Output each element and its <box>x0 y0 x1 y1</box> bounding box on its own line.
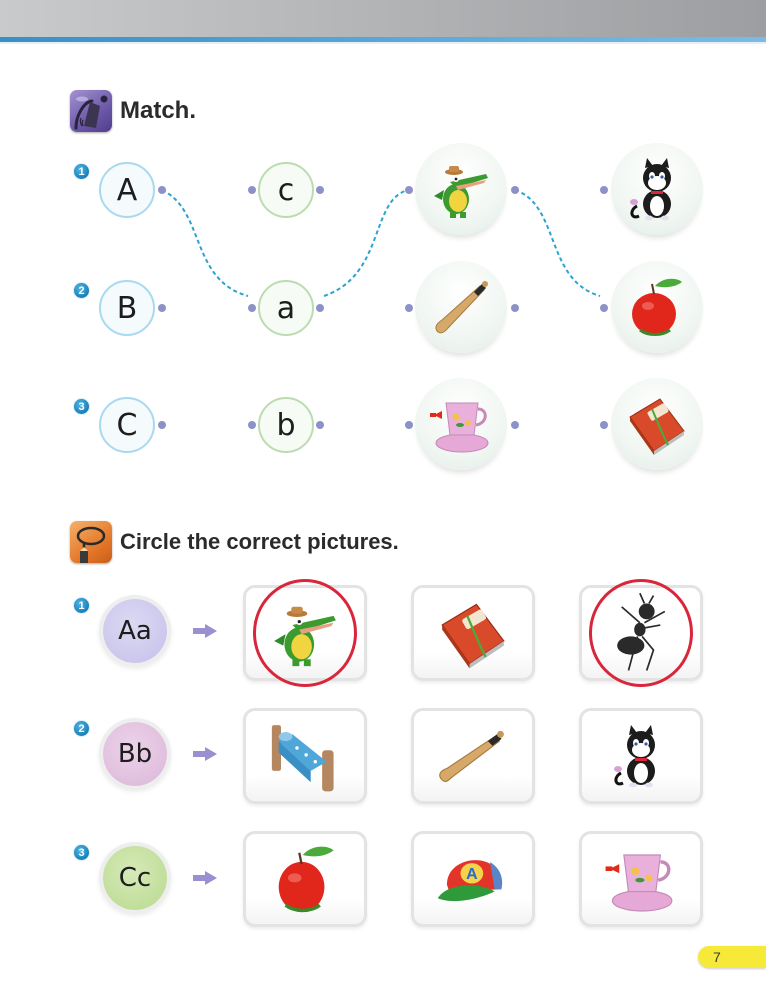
circled-mark <box>589 579 693 687</box>
match-dot[interactable] <box>600 186 608 194</box>
circle-section-title: Circle the correct pictures. <box>120 529 399 554</box>
capital-letter-circle[interactable]: B <box>99 280 155 336</box>
match-dot[interactable] <box>248 304 256 312</box>
letter-pair-circle: Cc <box>103 846 167 910</box>
match-dot[interactable] <box>248 421 256 429</box>
cat-icon <box>609 716 673 796</box>
picture-card-book[interactable] <box>411 585 535 681</box>
lowercase-letter-circle[interactable]: c <box>258 162 314 218</box>
row-number-badge: 2 <box>73 282 90 299</box>
bed-icon <box>265 716 345 796</box>
match-dot[interactable] <box>511 421 519 429</box>
arrow-right-icon <box>193 624 217 638</box>
picture-card-baseball-bat[interactable] <box>411 708 535 804</box>
match-dot[interactable] <box>248 186 256 194</box>
lowercase-letter-circle[interactable]: b <box>258 397 314 453</box>
pencil-circle-icon <box>70 521 112 563</box>
capital-letter-circle[interactable]: A <box>99 162 155 218</box>
baseball-bat-icon <box>433 716 513 796</box>
cat-picture[interactable] <box>611 143 703 235</box>
arrow-right-icon <box>193 747 217 761</box>
match-dot[interactable] <box>316 304 324 312</box>
teacup-picture[interactable] <box>415 378 507 470</box>
row-number-badge: 3 <box>73 398 90 415</box>
row-number-badge: 3 <box>73 844 90 861</box>
arrow-right-icon <box>193 871 217 885</box>
match-dot[interactable] <box>316 186 324 194</box>
match-section-title: Match. <box>120 97 197 124</box>
picture-card-apple[interactable] <box>243 831 367 927</box>
picture-card-bed[interactable] <box>243 708 367 804</box>
lowercase-letter-circle[interactable]: a <box>258 280 314 336</box>
picture-card-crocodile[interactable] <box>243 585 367 681</box>
book-icon <box>433 593 513 673</box>
book-picture[interactable] <box>611 378 703 470</box>
cat-icon <box>625 154 689 224</box>
row-number-badge: 2 <box>73 720 90 737</box>
crocodile-icon <box>426 154 496 224</box>
circled-mark <box>253 579 357 687</box>
match-dot[interactable] <box>158 304 166 312</box>
match-dot[interactable] <box>405 186 413 194</box>
row-number-badge: 1 <box>73 163 90 180</box>
row-number-badge: 1 <box>73 597 90 614</box>
match-dot[interactable] <box>158 421 166 429</box>
baseball-bat-icon <box>426 272 496 342</box>
match-dot[interactable] <box>158 186 166 194</box>
page-number-badge: 7 <box>698 946 766 968</box>
circle-section-heading <box>70 521 399 563</box>
picture-card-ant[interactable] <box>579 585 703 681</box>
match-dot[interactable] <box>511 186 519 194</box>
picture-card-cap[interactable] <box>411 831 535 927</box>
letter-pair-circle: Aa <box>103 599 167 663</box>
cap-icon <box>431 839 515 919</box>
match-dot[interactable] <box>511 304 519 312</box>
match-dot[interactable] <box>405 421 413 429</box>
letter-pair-circle: Bb <box>103 722 167 786</box>
picture-card-cat[interactable] <box>579 708 703 804</box>
apple-picture[interactable] <box>611 261 703 353</box>
capital-letter-circle[interactable]: C <box>99 397 155 453</box>
teacup-icon <box>426 389 496 459</box>
picture-card-teacup[interactable] <box>579 831 703 927</box>
book-icon <box>622 389 692 459</box>
match-dot[interactable] <box>405 304 413 312</box>
crocodile-picture[interactable] <box>415 143 507 235</box>
teacup-icon <box>601 839 681 919</box>
apple-icon <box>622 272 692 342</box>
match-dot[interactable] <box>600 421 608 429</box>
svg-text:A: A <box>466 866 478 883</box>
match-dot[interactable] <box>316 421 324 429</box>
baseball-bat-picture[interactable] <box>415 261 507 353</box>
apple-icon <box>265 839 345 919</box>
match-dot[interactable] <box>600 304 608 312</box>
